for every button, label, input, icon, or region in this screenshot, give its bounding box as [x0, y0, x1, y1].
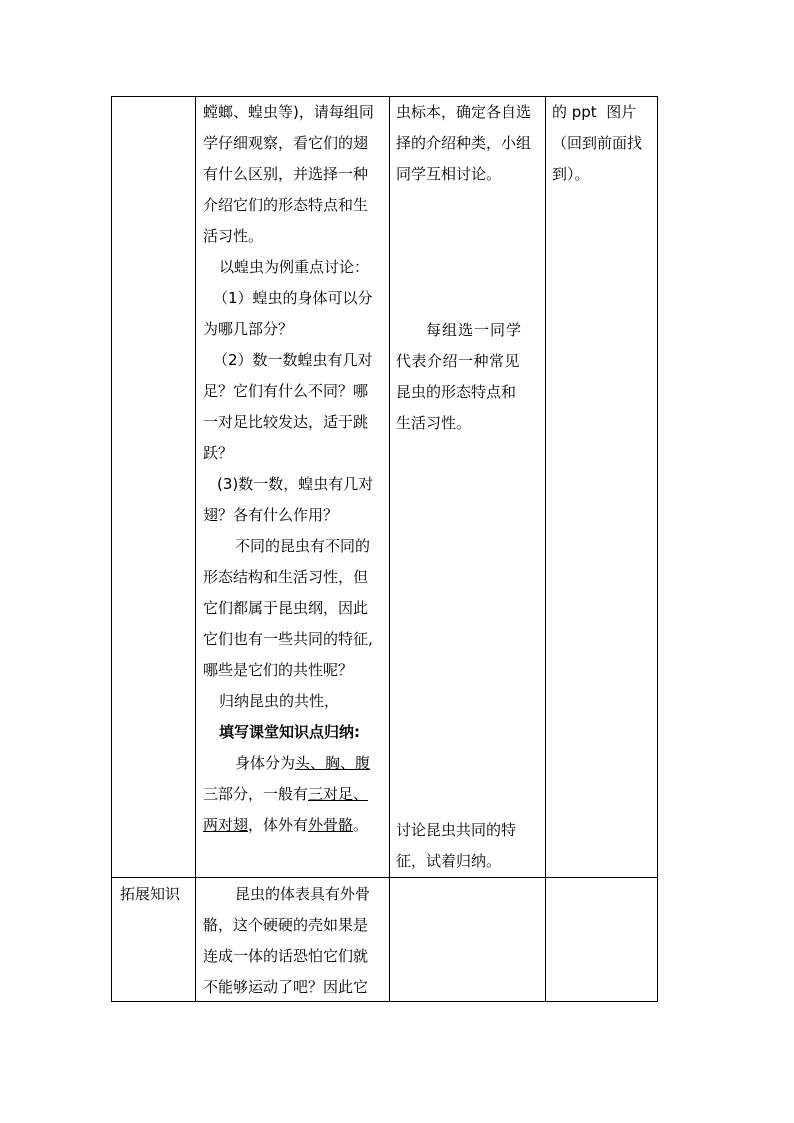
- summary-line-1: 身体分为头、胸、腹: [235, 754, 371, 772]
- row1-teacher-activity-cell: [203, 97, 374, 841]
- text-line: 昆虫的体表具有外骨: [235, 885, 371, 903]
- text-line: 昆虫的形态特点和: [396, 383, 517, 401]
- text-line: 活习性。: [203, 227, 264, 245]
- text-line: 螳螂、蝗虫等)，请每组同: [203, 103, 374, 121]
- column-divider-1: [195, 97, 196, 1001]
- lesson-table: [111, 96, 658, 1002]
- text-line: 以蝗虫为例重点讨论：: [219, 258, 370, 276]
- row2-section-label: [120, 879, 180, 910]
- text-line: 学仔细观察，看它们的翅: [203, 134, 369, 152]
- text-line: 为哪几部分？: [203, 320, 294, 338]
- text-line: 翅？各有什么作用？: [203, 506, 339, 524]
- text-line: 生活习性。: [396, 414, 472, 432]
- row1-student-activity-bottom: [396, 815, 516, 877]
- answer-blank: 头、胸、腹: [295, 754, 371, 772]
- text-line: 择的介绍种类，小组: [396, 134, 532, 152]
- section-label: 拓展知识: [120, 885, 181, 903]
- text-line: 哪些是它们的共性呢？: [203, 661, 354, 679]
- text-line: 同学互相讨论。: [396, 165, 502, 183]
- text-line: 它们都属于昆虫纲，因此: [203, 599, 369, 617]
- text-line: (3)数一数，蝗虫有几对: [217, 475, 374, 493]
- text-line: 代表介绍一种常见: [396, 352, 521, 370]
- text-line: 不能够运动了吧？因此它: [203, 978, 369, 996]
- column-divider-3: [545, 97, 546, 1001]
- text-line: 连成一体的话恐怕它们就: [203, 947, 369, 965]
- text-line: 到）。: [552, 165, 590, 183]
- text-line: 不同的昆虫有不同的: [235, 537, 371, 555]
- row1-student-activity-mid: [396, 315, 522, 439]
- column-divider-2: [389, 97, 390, 1001]
- text-line: （回到前面找: [552, 134, 643, 152]
- summary-line-3: 两对翅，体外有外骨骼。: [203, 816, 369, 834]
- text-line: 征，试着归纳。: [396, 852, 502, 870]
- answer-blank: 三对足、: [308, 785, 369, 803]
- text-line: 有什么区别，并选择一种: [203, 165, 369, 183]
- answer-blank: 外骨骼: [308, 816, 354, 834]
- text-line: 虫标本，确定各自选: [396, 103, 532, 121]
- text-line: 介绍它们的形态特点和生: [203, 196, 369, 214]
- text-line: 一对足比较发达，适于跳: [203, 413, 369, 431]
- row1-design-notes-cell: [552, 97, 642, 190]
- text-line: 足？它们有什么不同？哪: [203, 382, 369, 400]
- text-line: （2）数一数蝗虫有几对: [213, 351, 373, 369]
- row2-content-cell: [203, 879, 370, 1003]
- text-line: 形态结构和生活习性，但: [203, 568, 369, 586]
- row1-student-activity-top: [396, 97, 531, 190]
- text-line: 每组选一同学: [426, 321, 523, 339]
- text-line: 跃？: [203, 444, 234, 462]
- text-line: 骼，这个硬硬的壳如果是: [203, 916, 369, 934]
- text-line: 归纳昆虫的共性，: [219, 692, 340, 710]
- text-line: （1）蝗虫的身体可以分: [213, 289, 373, 307]
- answer-blank: 两对翅: [203, 816, 249, 834]
- summary-line-2: 三部分，一般有三对足、: [203, 785, 369, 803]
- text-line: 的 ppt 图片: [552, 103, 637, 121]
- row-divider: [112, 877, 657, 878]
- summary-heading: 填写课堂知识点归纳:: [219, 723, 360, 741]
- text-line: 讨论昆虫共同的特: [396, 821, 517, 839]
- text-line: 它们也有一些共同的特征,: [203, 630, 373, 648]
